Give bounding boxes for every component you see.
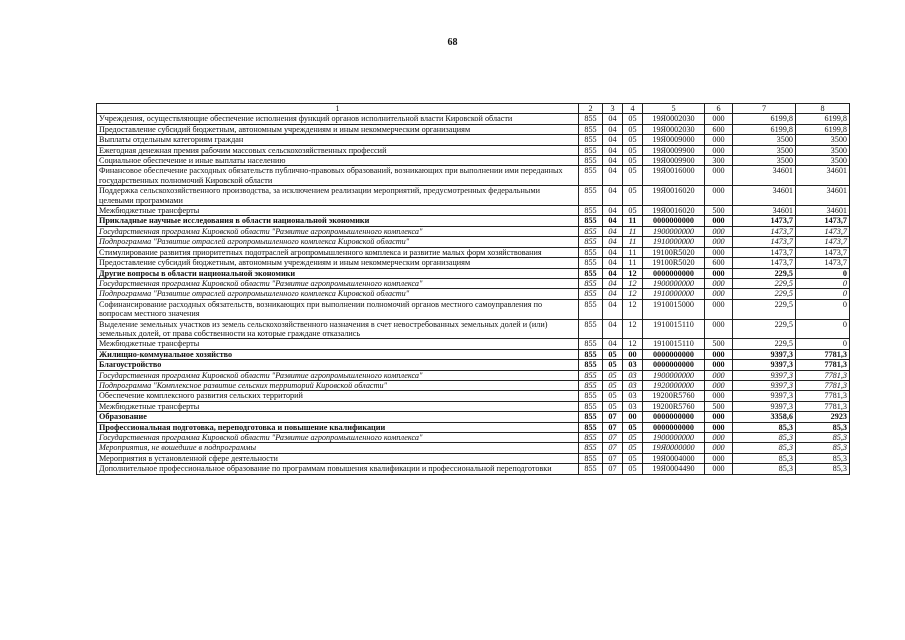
amount-year2-cell: 7781,3 <box>796 391 850 401</box>
subsection-code-cell: 00 <box>623 349 643 359</box>
row-name-cell: Обеспечение комплексного развития сельских территорий <box>97 391 579 401</box>
subsection-code-cell: 11 <box>623 258 643 268</box>
row-name-cell: Государственная программа Кировской области "Развитие агропромышленного комплекса" <box>97 278 579 288</box>
table-row <box>97 443 850 453</box>
table-row <box>97 360 850 370</box>
ministry-code-cell: 855 <box>579 360 603 370</box>
expense-type-cell: 000 <box>705 186 733 206</box>
ministry-code-cell: 855 <box>579 166 603 186</box>
expense-type-cell: 500 <box>705 339 733 349</box>
ministry-code-cell: 855 <box>579 145 603 155</box>
row-name-cell: Дополнительное профессиональное образование по программам повышения квалификации и профессиональной переподготовки <box>97 464 579 474</box>
target-article-cell: 1910015000 <box>643 299 705 319</box>
row-name-cell: Прикладные научные исследования в области национальной экономики <box>97 216 579 226</box>
section-code-cell: 05 <box>603 349 623 359</box>
expense-type-cell: 000 <box>705 247 733 257</box>
expense-type-cell: 000 <box>705 443 733 453</box>
section-code-cell: 04 <box>603 166 623 186</box>
table-row <box>97 401 850 411</box>
amount-year1-cell: 229,5 <box>733 289 796 299</box>
row-name-cell: Благоустройство <box>97 360 579 370</box>
table-row <box>97 258 850 268</box>
amount-year1-cell: 229,5 <box>733 268 796 278</box>
ministry-code-cell: 855 <box>579 412 603 422</box>
page-number: 68 <box>447 37 458 48</box>
amount-year2-cell: 2923 <box>796 412 850 422</box>
table-row <box>97 206 850 216</box>
expense-type-cell: 000 <box>705 370 733 380</box>
expense-type-cell: 000 <box>705 289 733 299</box>
section-code-cell: 04 <box>603 289 623 299</box>
budget-table <box>96 103 850 475</box>
section-code-cell: 04 <box>603 114 623 124</box>
amount-year2-cell: 1473,7 <box>796 258 850 268</box>
amount-year1-cell: 85,3 <box>733 422 796 432</box>
subsection-code-cell: 12 <box>623 268 643 278</box>
expense-type-cell: 000 <box>705 453 733 463</box>
expense-type-cell: 000 <box>705 226 733 236</box>
target-article-cell: 19Я0009000 <box>643 135 705 145</box>
subsection-code-cell: 12 <box>623 339 643 349</box>
amount-year2-cell: 3500 <box>796 135 850 145</box>
ministry-code-cell: 855 <box>579 258 603 268</box>
ministry-code-cell: 855 <box>579 453 603 463</box>
subsection-code-cell: 05 <box>623 422 643 432</box>
subsection-code-cell: 03 <box>623 370 643 380</box>
table-row <box>97 166 850 186</box>
expense-type-cell: 000 <box>705 237 733 247</box>
table-row <box>97 391 850 401</box>
table-row <box>97 289 850 299</box>
amount-year1-cell: 9397,3 <box>733 370 796 380</box>
amount-year1-cell: 34601 <box>733 186 796 206</box>
ministry-code-cell: 855 <box>579 247 603 257</box>
amount-year2-cell: 7781,3 <box>796 360 850 370</box>
ministry-code-cell: 855 <box>579 135 603 145</box>
section-code-cell: 05 <box>603 360 623 370</box>
row-name-cell: Выделение земельных участков из земель сельскохозяйственного назначения в счет невостребованных земельных долей и (или) земельных долей, от права собственности на которые граждане отказались <box>97 319 579 339</box>
row-name-cell: Поддержка сельскохозяйственного производства, за исключением реализации мероприятий, предусмотренных федеральными целевыми программами <box>97 186 579 206</box>
target-article-cell: 1900000000 <box>643 226 705 236</box>
target-article-cell: 1900000000 <box>643 278 705 288</box>
target-article-cell: 19Я0009900 <box>643 156 705 166</box>
ministry-code-cell: 855 <box>579 339 603 349</box>
section-code-cell: 04 <box>603 124 623 134</box>
expense-type-cell: 000 <box>705 166 733 186</box>
section-code-cell: 04 <box>603 278 623 288</box>
ministry-code-cell: 855 <box>579 422 603 432</box>
amount-year1-cell: 34601 <box>733 206 796 216</box>
subsection-code-cell: 12 <box>623 319 643 339</box>
amount-year1-cell: 6199,8 <box>733 114 796 124</box>
table-row <box>97 268 850 278</box>
section-code-cell: 04 <box>603 247 623 257</box>
table-row <box>97 145 850 155</box>
row-name-cell: Государственная программа Кировской области "Развитие агропромышленного комплекса" <box>97 226 579 236</box>
expense-type-cell: 000 <box>705 464 733 474</box>
row-name-cell: Стимулирование развития приоритетных подотраслей агропромышленного комплекса и развитие малых форм хозяйствования <box>97 247 579 257</box>
amount-year1-cell: 9397,3 <box>733 349 796 359</box>
section-code-cell: 07 <box>603 464 623 474</box>
amount-year1-cell: 3500 <box>733 145 796 155</box>
target-article-cell: 19Я0004490 <box>643 464 705 474</box>
subsection-code-cell: 12 <box>623 278 643 288</box>
target-article-cell: 19Я0000000 <box>643 443 705 453</box>
expense-type-cell: 000 <box>705 360 733 370</box>
subsection-code-cell: 05 <box>623 453 643 463</box>
column-header: 6 <box>705 104 733 114</box>
column-header: 5 <box>643 104 705 114</box>
target-article-cell: 1910015110 <box>643 339 705 349</box>
amount-year2-cell: 1473,7 <box>796 247 850 257</box>
column-header: 3 <box>603 104 623 114</box>
amount-year1-cell: 229,5 <box>733 299 796 319</box>
row-name-cell: Другие вопросы в области национальной экономики <box>97 268 579 278</box>
amount-year1-cell: 9397,3 <box>733 360 796 370</box>
ministry-code-cell: 855 <box>579 370 603 380</box>
amount-year2-cell: 6199,8 <box>796 124 850 134</box>
amount-year1-cell: 85,3 <box>733 433 796 443</box>
amount-year2-cell: 3500 <box>796 145 850 155</box>
table-row <box>97 156 850 166</box>
subsection-code-cell: 05 <box>623 124 643 134</box>
section-code-cell: 04 <box>603 226 623 236</box>
ministry-code-cell: 855 <box>579 216 603 226</box>
table-row <box>97 114 850 124</box>
row-name-cell: Профессиональная подготовка, переподготовка и повышение квалификации <box>97 422 579 432</box>
row-name-cell: Межбюджетные трансферты <box>97 401 579 411</box>
amount-year1-cell: 229,5 <box>733 339 796 349</box>
ministry-code-cell: 855 <box>579 349 603 359</box>
target-article-cell: 19Я0002030 <box>643 114 705 124</box>
ministry-code-cell: 855 <box>579 319 603 339</box>
row-name-cell: Подпрограмма "Комплексное развитие сельских территорий Кировской области" <box>97 380 579 390</box>
ministry-code-cell: 855 <box>579 443 603 453</box>
ministry-code-cell: 855 <box>579 380 603 390</box>
amount-year2-cell: 6199,8 <box>796 114 850 124</box>
ministry-code-cell: 855 <box>579 226 603 236</box>
amount-year2-cell: 1473,7 <box>796 216 850 226</box>
subsection-code-cell: 03 <box>623 391 643 401</box>
section-code-cell: 07 <box>603 443 623 453</box>
amount-year2-cell: 85,3 <box>796 443 850 453</box>
amount-year1-cell: 229,5 <box>733 319 796 339</box>
row-name-cell: Софинансирование расходных обязательств, возникающих при выполнении полномочий органов местного самоуправления по вопросам местного значения <box>97 299 579 319</box>
ministry-code-cell: 855 <box>579 114 603 124</box>
subsection-code-cell: 05 <box>623 114 643 124</box>
row-name-cell: Выплаты отдельным категориям граждан <box>97 135 579 145</box>
table-row <box>97 412 850 422</box>
row-name-cell: Государственная программа Кировской области "Развитие агропромышленного комплекса" <box>97 370 579 380</box>
target-article-cell: 19200R5760 <box>643 391 705 401</box>
section-code-cell: 04 <box>603 206 623 216</box>
amount-year1-cell: 1473,7 <box>733 237 796 247</box>
section-code-cell: 07 <box>603 422 623 432</box>
table-row <box>97 370 850 380</box>
subsection-code-cell: 03 <box>623 380 643 390</box>
table-row <box>97 237 850 247</box>
expense-type-cell: 000 <box>705 135 733 145</box>
target-article-cell: 19100R5020 <box>643 247 705 257</box>
ministry-code-cell: 855 <box>579 206 603 216</box>
ministry-code-cell: 855 <box>579 289 603 299</box>
section-code-cell: 07 <box>603 412 623 422</box>
table-row <box>97 135 850 145</box>
target-article-cell: 0000000000 <box>643 268 705 278</box>
section-code-cell: 04 <box>603 145 623 155</box>
amount-year2-cell: 0 <box>796 299 850 319</box>
amount-year1-cell: 34601 <box>733 166 796 186</box>
section-code-cell: 05 <box>603 391 623 401</box>
amount-year1-cell: 1473,7 <box>733 216 796 226</box>
table-row <box>97 433 850 443</box>
target-article-cell: 19200R5760 <box>643 401 705 411</box>
amount-year2-cell: 7781,3 <box>796 380 850 390</box>
target-article-cell: 0000000000 <box>643 412 705 422</box>
amount-year2-cell: 85,3 <box>796 422 850 432</box>
target-article-cell: 1910015110 <box>643 319 705 339</box>
table-body <box>97 114 850 474</box>
section-code-cell: 04 <box>603 339 623 349</box>
expense-type-cell: 000 <box>705 278 733 288</box>
ministry-code-cell: 855 <box>579 186 603 206</box>
amount-year1-cell: 9397,3 <box>733 401 796 411</box>
column-header: 1 <box>97 104 579 114</box>
row-name-cell: Подпрограмма "Развитие отраслей агропромышленного комплекса Кировской области" <box>97 289 579 299</box>
target-article-cell: 19Я0016020 <box>643 186 705 206</box>
target-article-cell: 19Я0009900 <box>643 145 705 155</box>
expense-type-cell: 000 <box>705 268 733 278</box>
ministry-code-cell: 855 <box>579 433 603 443</box>
target-article-cell: 0000000000 <box>643 349 705 359</box>
ministry-code-cell: 855 <box>579 391 603 401</box>
amount-year1-cell: 1473,7 <box>733 226 796 236</box>
amount-year2-cell: 3500 <box>796 156 850 166</box>
target-article-cell: 1900000000 <box>643 433 705 443</box>
row-name-cell: Предоставление субсидий бюджетным, автономным учреждениям и иным некоммерческим организациям <box>97 258 579 268</box>
row-name-cell: Подпрограмма "Развитие отраслей агропромышленного комплекса Кировской области" <box>97 237 579 247</box>
expense-type-cell: 000 <box>705 216 733 226</box>
target-article-cell: 19Я0016020 <box>643 206 705 216</box>
amount-year2-cell: 85,3 <box>796 433 850 443</box>
row-name-cell: Государственная программа Кировской области "Развитие агропромышленного комплекса" <box>97 433 579 443</box>
expense-type-cell: 000 <box>705 391 733 401</box>
subsection-code-cell: 05 <box>623 166 643 186</box>
subsection-code-cell: 12 <box>623 299 643 319</box>
amount-year1-cell: 3358,6 <box>733 412 796 422</box>
ministry-code-cell: 855 <box>579 237 603 247</box>
column-header: 2 <box>579 104 603 114</box>
table-row <box>97 422 850 432</box>
row-name-cell: Финансовое обеспечение расходных обязательств публично-правовых образований, возникающих при выполнении ими переданных государственных полномочий Кировской области <box>97 166 579 186</box>
amount-year2-cell: 34601 <box>796 166 850 186</box>
row-name-cell: Межбюджетные трансферты <box>97 339 579 349</box>
amount-year1-cell: 1473,7 <box>733 247 796 257</box>
column-header: 7 <box>733 104 796 114</box>
amount-year2-cell: 85,3 <box>796 464 850 474</box>
table-row <box>97 453 850 463</box>
target-article-cell: 19Я0016000 <box>643 166 705 186</box>
target-article-cell: 1900000000 <box>643 370 705 380</box>
section-code-cell: 05 <box>603 380 623 390</box>
amount-year1-cell: 3500 <box>733 156 796 166</box>
row-name-cell: Жилищно-коммунальное хозяйство <box>97 349 579 359</box>
amount-year2-cell: 0 <box>796 339 850 349</box>
amount-year1-cell: 85,3 <box>733 443 796 453</box>
column-header: 8 <box>796 104 850 114</box>
amount-year2-cell: 7781,3 <box>796 349 850 359</box>
target-article-cell: 19100R5020 <box>643 258 705 268</box>
amount-year2-cell: 34601 <box>796 206 850 216</box>
ministry-code-cell: 855 <box>579 124 603 134</box>
row-name-cell: Социальное обеспечение и иные выплаты населению <box>97 156 579 166</box>
ministry-code-cell: 855 <box>579 278 603 288</box>
amount-year1-cell: 3500 <box>733 135 796 145</box>
section-code-cell: 04 <box>603 258 623 268</box>
expense-type-cell: 000 <box>705 349 733 359</box>
section-code-cell: 04 <box>603 216 623 226</box>
amount-year2-cell: 0 <box>796 319 850 339</box>
row-name-cell: Предоставление субсидий бюджетным, автономным учреждениям и иным некоммерческим организациям <box>97 124 579 134</box>
table-row <box>97 247 850 257</box>
amount-year2-cell: 85,3 <box>796 453 850 463</box>
amount-year2-cell: 1473,7 <box>796 226 850 236</box>
section-code-cell: 04 <box>603 237 623 247</box>
section-code-cell: 04 <box>603 156 623 166</box>
ministry-code-cell: 855 <box>579 401 603 411</box>
expense-type-cell: 000 <box>705 412 733 422</box>
section-code-cell: 05 <box>603 401 623 411</box>
subsection-code-cell: 03 <box>623 360 643 370</box>
expense-type-cell: 600 <box>705 258 733 268</box>
amount-year2-cell: 1473,7 <box>796 237 850 247</box>
table-header-row <box>97 104 850 114</box>
subsection-code-cell: 03 <box>623 401 643 411</box>
section-code-cell: 04 <box>603 299 623 319</box>
table-row <box>97 339 850 349</box>
ministry-code-cell: 855 <box>579 464 603 474</box>
expense-type-cell: 000 <box>705 145 733 155</box>
ministry-code-cell: 855 <box>579 156 603 166</box>
amount-year2-cell: 7781,3 <box>796 401 850 411</box>
expense-type-cell: 000 <box>705 319 733 339</box>
expense-type-cell: 000 <box>705 422 733 432</box>
row-name-cell: Межбюджетные трансферты <box>97 206 579 216</box>
table-row <box>97 124 850 134</box>
table-row <box>97 319 850 339</box>
amount-year1-cell: 85,3 <box>733 453 796 463</box>
table-row <box>97 186 850 206</box>
expense-type-cell: 000 <box>705 380 733 390</box>
amount-year1-cell: 229,5 <box>733 278 796 288</box>
section-code-cell: 07 <box>603 433 623 443</box>
row-name-cell: Мероприятия в установленной сфере деятельности <box>97 453 579 463</box>
section-code-cell: 04 <box>603 319 623 339</box>
target-article-cell: 1910000000 <box>643 289 705 299</box>
subsection-code-cell: 05 <box>623 206 643 216</box>
amount-year1-cell: 9397,3 <box>733 391 796 401</box>
target-article-cell: 0000000000 <box>643 216 705 226</box>
table-row <box>97 226 850 236</box>
amount-year2-cell: 0 <box>796 278 850 288</box>
expense-type-cell: 000 <box>705 433 733 443</box>
subsection-code-cell: 11 <box>623 247 643 257</box>
table-row <box>97 464 850 474</box>
target-article-cell: 19Я0002030 <box>643 124 705 134</box>
expense-type-cell: 000 <box>705 299 733 319</box>
amount-year2-cell: 34601 <box>796 186 850 206</box>
expense-type-cell: 500 <box>705 206 733 216</box>
subsection-code-cell: 11 <box>623 237 643 247</box>
section-code-cell: 07 <box>603 453 623 463</box>
subsection-code-cell: 05 <box>623 443 643 453</box>
column-header: 4 <box>623 104 643 114</box>
subsection-code-cell: 00 <box>623 412 643 422</box>
target-article-cell: 19Я0004000 <box>643 453 705 463</box>
subsection-code-cell: 05 <box>623 156 643 166</box>
ministry-code-cell: 855 <box>579 299 603 319</box>
amount-year1-cell: 6199,8 <box>733 124 796 134</box>
row-name-cell: Образование <box>97 412 579 422</box>
row-name-cell: Учреждения, осуществляющие обеспечение исполнения функций органов исполнительной власти Кировской области <box>97 114 579 124</box>
amount-year2-cell: 0 <box>796 289 850 299</box>
amount-year2-cell: 0 <box>796 268 850 278</box>
subsection-code-cell: 05 <box>623 464 643 474</box>
table-row <box>97 278 850 288</box>
expense-type-cell: 500 <box>705 401 733 411</box>
subsection-code-cell: 05 <box>623 145 643 155</box>
subsection-code-cell: 12 <box>623 289 643 299</box>
section-code-cell: 04 <box>603 135 623 145</box>
section-code-cell: 05 <box>603 370 623 380</box>
amount-year1-cell: 85,3 <box>733 464 796 474</box>
target-article-cell: 1910000000 <box>643 237 705 247</box>
amount-year2-cell: 7781,3 <box>796 370 850 380</box>
section-code-cell: 04 <box>603 268 623 278</box>
row-name-cell: Мероприятия, не вошедшие в подпрограммы <box>97 443 579 453</box>
expense-type-cell: 000 <box>705 114 733 124</box>
subsection-code-cell: 05 <box>623 433 643 443</box>
target-article-cell: 0000000000 <box>643 422 705 432</box>
amount-year1-cell: 9397,3 <box>733 380 796 390</box>
target-article-cell: 0000000000 <box>643 360 705 370</box>
subsection-code-cell: 11 <box>623 226 643 236</box>
table-row <box>97 349 850 359</box>
expense-type-cell: 600 <box>705 124 733 134</box>
table-row <box>97 216 850 226</box>
table-row <box>97 380 850 390</box>
table-row <box>97 299 850 319</box>
expense-type-cell: 300 <box>705 156 733 166</box>
subsection-code-cell: 05 <box>623 186 643 206</box>
target-article-cell: 1920000000 <box>643 380 705 390</box>
subsection-code-cell: 11 <box>623 216 643 226</box>
subsection-code-cell: 05 <box>623 135 643 145</box>
section-code-cell: 04 <box>603 186 623 206</box>
ministry-code-cell: 855 <box>579 268 603 278</box>
amount-year1-cell: 1473,7 <box>733 258 796 268</box>
row-name-cell: Ежегодная денежная премия рабочим массовых сельскохозяйственных профессий <box>97 145 579 155</box>
